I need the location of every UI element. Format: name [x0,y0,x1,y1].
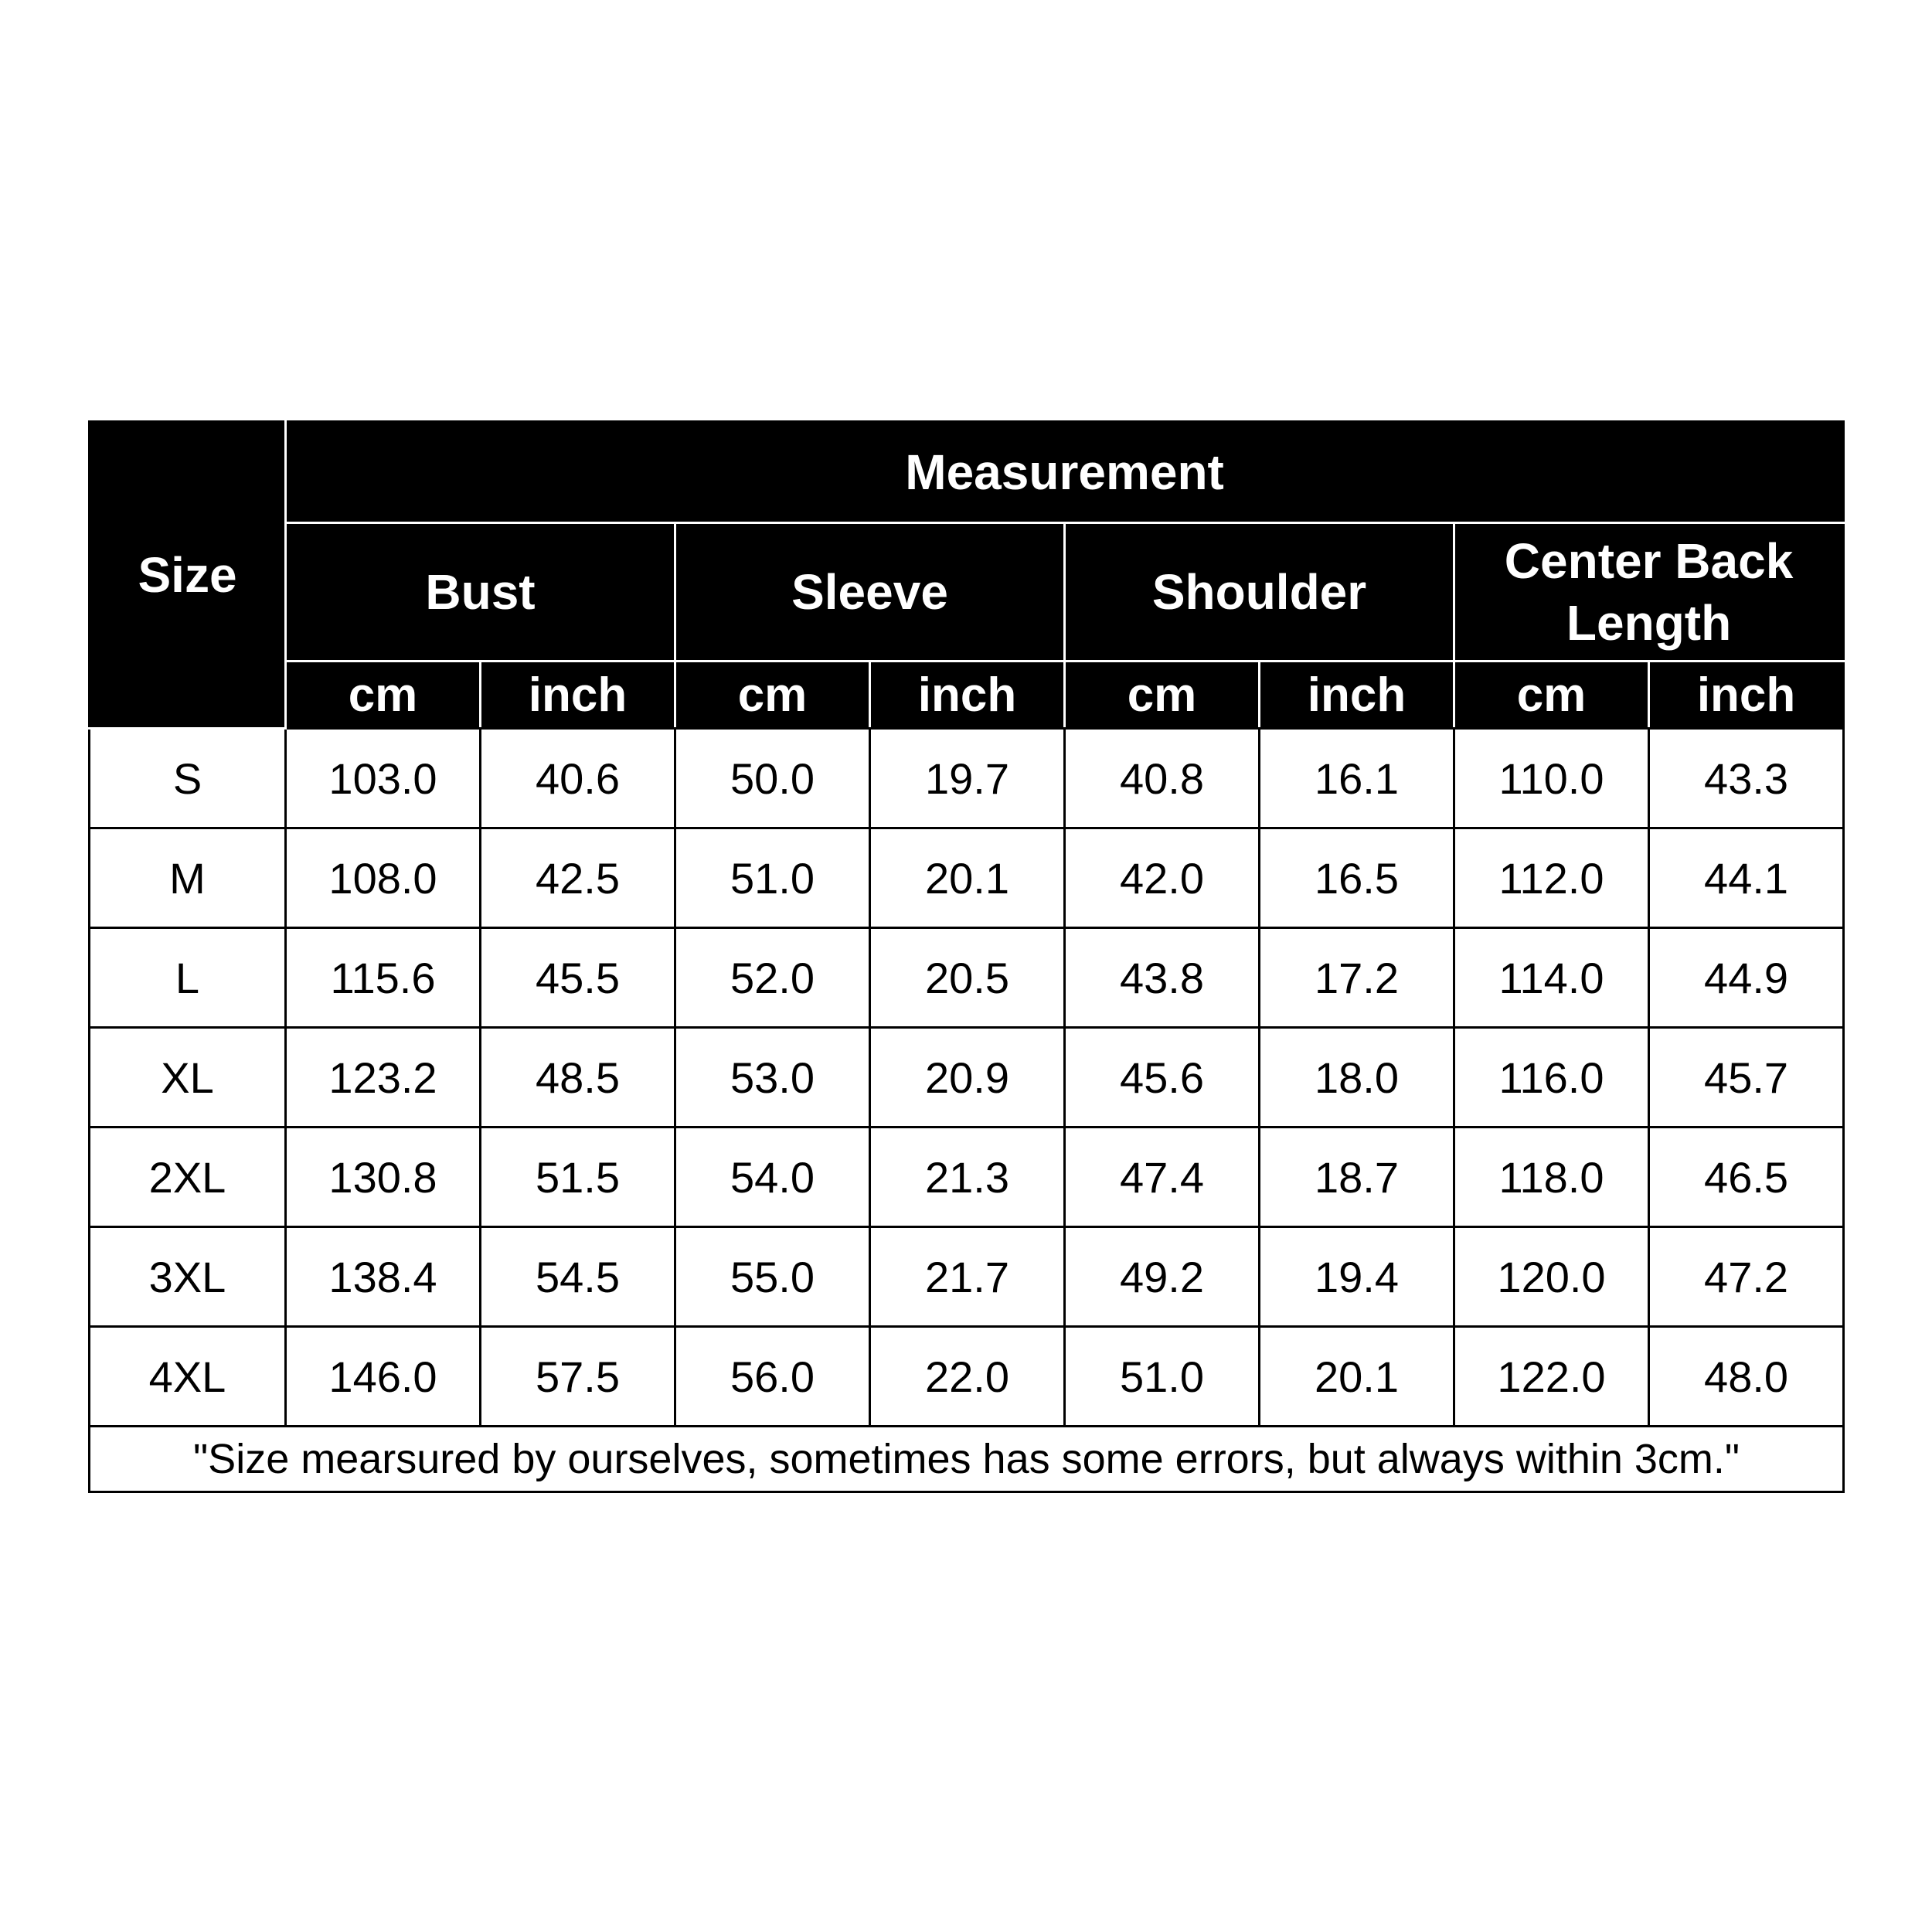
value-cell: 21.7 [870,1227,1065,1327]
table-header [90,422,1844,729]
value-cell: 20.5 [870,928,1065,1028]
table-row [90,828,1844,928]
sleeve-cm-unit: cm [675,662,870,729]
value-cell: 47.2 [1649,1227,1844,1327]
bust-inch-unit: inch [481,662,675,729]
sleeve-inch-unit: inch [870,662,1065,729]
value-cell: 116.0 [1454,1028,1649,1128]
value-cell: 46.5 [1649,1128,1844,1227]
table-body [90,729,1844,1427]
value-cell: 112.0 [1454,828,1649,928]
shoulder-cm-unit: cm [1065,662,1260,729]
value-cell: 57.5 [481,1327,675,1427]
table-row [90,1227,1844,1327]
bust-cm-unit: cm [286,662,481,729]
value-cell: 55.0 [675,1227,870,1327]
value-cell: 48.0 [1649,1327,1844,1427]
value-cell: 45.5 [481,928,675,1028]
center-back-length-inch-unit: inch [1649,662,1844,729]
value-cell: 19.4 [1260,1227,1454,1327]
value-cell: 40.6 [481,729,675,828]
value-cell: 146.0 [286,1327,481,1427]
bust-header: Bust [286,523,675,662]
value-cell: 110.0 [1454,729,1649,828]
shoulder-inch-unit: inch [1260,662,1454,729]
value-cell: 54.5 [481,1227,675,1327]
size-cell: S [90,729,286,828]
value-cell: 44.1 [1649,828,1844,928]
value-cell: 103.0 [286,729,481,828]
value-cell: 54.0 [675,1128,870,1227]
value-cell: 56.0 [675,1327,870,1427]
value-cell: 22.0 [870,1327,1065,1427]
value-cell: 123.2 [286,1028,481,1128]
value-cell: 20.9 [870,1028,1065,1128]
table-row [90,1028,1844,1128]
value-cell: 20.1 [1260,1327,1454,1427]
center-back-length-header: Center Back Length [1454,523,1844,662]
value-cell: 18.0 [1260,1028,1454,1128]
value-cell: 40.8 [1065,729,1260,828]
size-cell: M [90,828,286,928]
value-cell: 18.7 [1260,1128,1454,1227]
table-row [90,729,1844,828]
size-cell: L [90,928,286,1028]
size-cell: 3XL [90,1227,286,1327]
size-cell: 2XL [90,1128,286,1227]
value-cell: 115.6 [286,928,481,1028]
value-cell: 53.0 [675,1028,870,1128]
size-cell: 4XL [90,1327,286,1427]
value-cell: 108.0 [286,828,481,928]
sleeve-header: Sleeve [675,523,1065,662]
value-cell: 48.5 [481,1028,675,1128]
table-row [90,1128,1844,1227]
shoulder-header: Shoulder [1065,523,1454,662]
value-cell: 52.0 [675,928,870,1028]
value-cell: 51.0 [675,828,870,928]
value-cell: 51.5 [481,1128,675,1227]
table-row [90,928,1844,1028]
value-cell: 43.8 [1065,928,1260,1028]
value-cell: 42.0 [1065,828,1260,928]
value-cell: 130.8 [286,1128,481,1227]
value-cell: 17.2 [1260,928,1454,1028]
value-cell: 16.1 [1260,729,1454,828]
value-cell: 19.7 [870,729,1065,828]
measurement-header: Measurement [286,422,1844,523]
value-cell: 43.3 [1649,729,1844,828]
value-cell: 49.2 [1065,1227,1260,1327]
value-cell: 50.0 [675,729,870,828]
value-cell: 47.4 [1065,1128,1260,1227]
size-cell: XL [90,1028,286,1128]
value-cell: 114.0 [1454,928,1649,1028]
size-chart-table [88,420,1845,1493]
center-back-length-cm-unit: cm [1454,662,1649,729]
value-cell: 20.1 [870,828,1065,928]
value-cell: 44.9 [1649,928,1844,1028]
value-cell: 118.0 [1454,1128,1649,1227]
value-cell: 51.0 [1065,1327,1260,1427]
value-cell: 120.0 [1454,1227,1649,1327]
value-cell: 138.4 [286,1227,481,1327]
table-row [90,1327,1844,1427]
size-header: Size [90,422,286,729]
value-cell: 45.6 [1065,1028,1260,1128]
footnote: "Size mearsured by ourselves, sometimes has some errors, but always within 3cm." [90,1427,1844,1492]
value-cell: 122.0 [1454,1327,1649,1427]
value-cell: 42.5 [481,828,675,928]
value-cell: 16.5 [1260,828,1454,928]
value-cell: 45.7 [1649,1028,1844,1128]
value-cell: 21.3 [870,1128,1065,1227]
